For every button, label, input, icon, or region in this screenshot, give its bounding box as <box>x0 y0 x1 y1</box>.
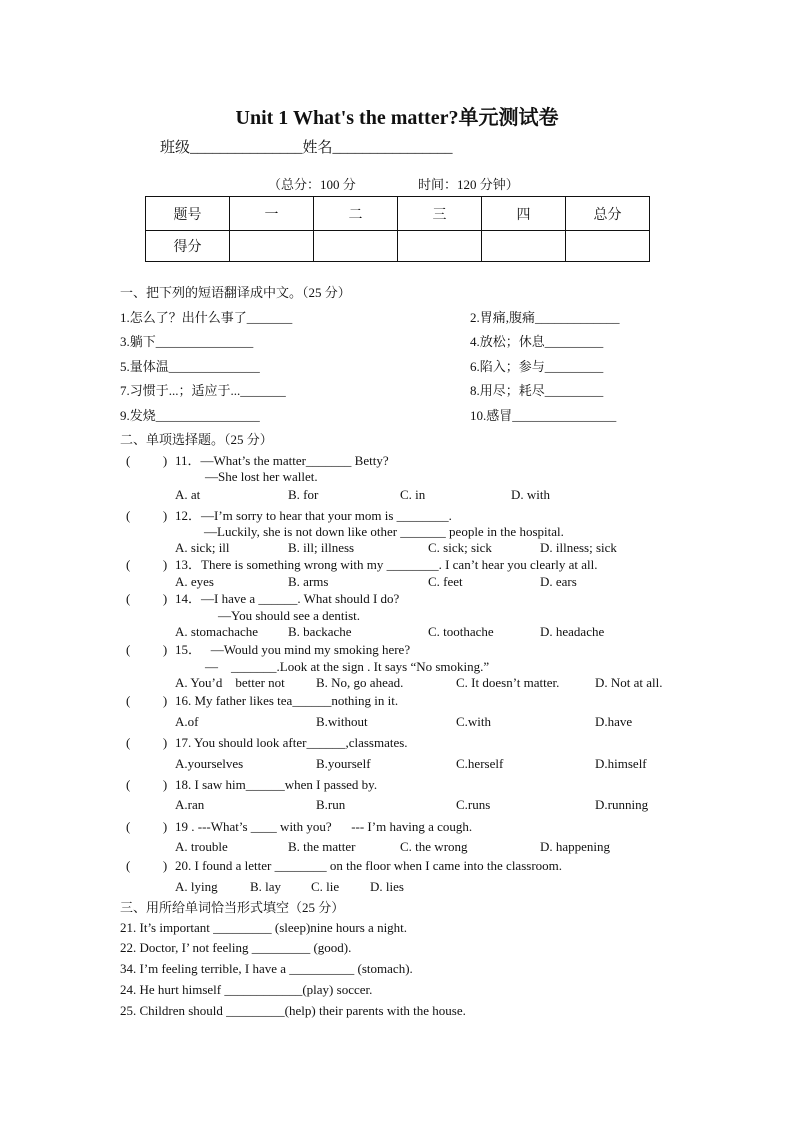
fill-blank-item: 22. Doctor, I’ not feeling _________ (good). <box>120 940 352 955</box>
section2-heading: 二、单项选择题。（25 分） <box>120 432 273 447</box>
score-cell <box>314 231 398 262</box>
question-stem: 15． —Would you mind my smoking here? <box>175 642 411 657</box>
option-c: C. toothache <box>428 624 494 639</box>
option-d: D. illness; sick <box>540 540 617 555</box>
option-a: A. sick; ill <box>175 540 230 555</box>
option-a: A. stomachache <box>175 624 259 639</box>
option-a: A. You’d better not <box>175 675 285 690</box>
option-a: A.yourselves <box>175 756 244 771</box>
score-table-score-row <box>146 231 650 262</box>
answer-paren: ( ) <box>126 735 168 750</box>
translation-item: 5.量体温______________ <box>120 359 260 374</box>
translation-item: 7.习惯于...；适应于..._______ <box>120 383 286 398</box>
option-c: C. It doesn’t matter. <box>456 675 560 690</box>
translation-item: 1.怎么了？出什么事了_______ <box>120 310 293 325</box>
score-row-label: 得分 <box>146 231 230 262</box>
option-c: C.herself <box>456 756 504 771</box>
score-table <box>145 196 650 262</box>
option-c: C.with <box>456 714 492 729</box>
fill-blank-item: 21. It’s important _________ (sleep)nine hours a night. <box>120 920 408 935</box>
score-cell <box>398 231 482 262</box>
question-stem: 11．—What’s the matter_______ Betty? <box>175 453 389 468</box>
option-c: C. the wrong <box>400 839 468 854</box>
option-b: B.yourself <box>316 756 371 771</box>
question-stem: 17. You should look after______,classmates. <box>175 735 408 750</box>
score-table-header: 总分 <box>566 197 650 231</box>
question-stem: 18. I saw him______when I passed by. <box>175 777 378 792</box>
page-title: Unit 1 What's the matter?单元测试卷 <box>235 107 559 129</box>
option-b: B. backache <box>288 624 352 639</box>
option-d: D. headache <box>540 624 605 639</box>
option-d: D. Not at all. <box>595 675 663 690</box>
option-c: C.runs <box>456 797 491 812</box>
question-reply: —She lost her wallet. <box>205 469 318 484</box>
score-cell <box>230 231 314 262</box>
answer-paren: ( ) <box>126 777 168 792</box>
time-info: 时间：120 分钟） <box>418 177 519 192</box>
translation-item: 4.放松；休息_________ <box>470 334 604 349</box>
question-stem: 20. I found a letter ________ on the floor when I came into the classroom. <box>175 858 563 873</box>
score-table-header-row <box>146 197 650 231</box>
option-b: B.run <box>316 797 346 812</box>
question-stem: 13．There is something wrong with my ________. I can’t hear you clearly at all. <box>175 557 598 572</box>
option-d: D. lies <box>370 879 404 894</box>
answer-paren: ( ) <box>126 642 168 657</box>
question-reply: —You should see a dentist. <box>218 608 361 623</box>
option-d: D. happening <box>540 839 611 854</box>
score-cell <box>566 231 650 262</box>
option-a: A.of <box>175 714 199 729</box>
option-d: D. with <box>511 487 550 502</box>
translation-item: 9.发烧________________ <box>120 408 260 423</box>
option-c: C. in <box>400 487 426 502</box>
section1-heading: 一、把下列的短语翻译成中文。（25 分） <box>120 285 351 300</box>
question-stem: 19 . ---What’s ____ with you? --- I’m having a cough. <box>175 819 473 834</box>
total-score-info: （总分：100 分 <box>268 177 356 192</box>
section3-heading: 三、用所给单词恰当形式填空（25 分） <box>120 900 345 915</box>
translation-item: 10.感冒________________ <box>470 408 617 423</box>
answer-paren: ( ) <box>126 693 168 708</box>
fill-blank-item: 25. Children should _________(help) their parents with the house. <box>120 1003 466 1018</box>
option-b: B. arms <box>288 574 329 589</box>
answer-paren: ( ) <box>126 819 168 834</box>
score-table-header: 一 <box>230 197 314 231</box>
option-b: B. the matter <box>288 839 356 854</box>
option-a: A. eyes <box>175 574 214 589</box>
answer-paren: ( ) <box>126 591 168 606</box>
option-b: B. for <box>288 487 319 502</box>
option-b: B.without <box>316 714 368 729</box>
score-table-header: 三 <box>398 197 482 231</box>
fill-blank-item: 34. I’m feeling terrible, I have a __________ (stomach). <box>120 961 413 976</box>
option-d: D. ears <box>540 574 577 589</box>
option-a: A. lying <box>175 879 218 894</box>
option-c: C. lie <box>311 879 340 894</box>
option-b: B. No, go ahead. <box>316 675 404 690</box>
option-b: B. lay <box>250 879 282 894</box>
fill-blank-item: 24. He hurt himself ____________(play) soccer. <box>120 982 373 997</box>
option-d: D.himself <box>595 756 647 771</box>
translation-item: 2.胃痛,腹痛_____________ <box>470 310 620 325</box>
option-b: B. ill; illness <box>288 540 355 555</box>
question-stem: 16. My father likes tea______nothing in it. <box>175 693 399 708</box>
score-table-header: 四 <box>482 197 566 231</box>
option-a: A. trouble <box>175 839 228 854</box>
question-reply: — _______.Look at the sign . It says “No smoking.” <box>205 659 490 674</box>
option-a: A. at <box>175 487 201 502</box>
translation-item: 8.用尽；耗尽_________ <box>470 383 604 398</box>
option-a: A.ran <box>175 797 205 812</box>
question-stem: 12．—I’m sorry to hear that your mom is ________. <box>175 508 452 523</box>
option-d: D.have <box>595 714 633 729</box>
option-c: C. feet <box>428 574 463 589</box>
answer-paren: ( ) <box>126 557 168 572</box>
option-d: D.running <box>595 797 649 812</box>
answer-paren: ( ) <box>126 858 168 873</box>
translation-item: 6.陷入；参与_________ <box>470 359 604 374</box>
option-c: C. sick; sick <box>428 540 492 555</box>
answer-paren: ( ) <box>126 453 168 468</box>
score-cell <box>482 231 566 262</box>
student-info-line: 班级_______________姓名________________ <box>160 140 453 156</box>
score-table-header: 题号 <box>146 197 230 231</box>
question-stem: 14．—I have a ______. What should I do? <box>175 591 400 606</box>
score-table-header: 二 <box>314 197 398 231</box>
answer-paren: ( ) <box>126 508 168 523</box>
translation-item: 3.躺下_______________ <box>120 334 254 349</box>
question-reply: —Luckily, she is not down like other _______ people in the hospital. <box>204 524 564 539</box>
